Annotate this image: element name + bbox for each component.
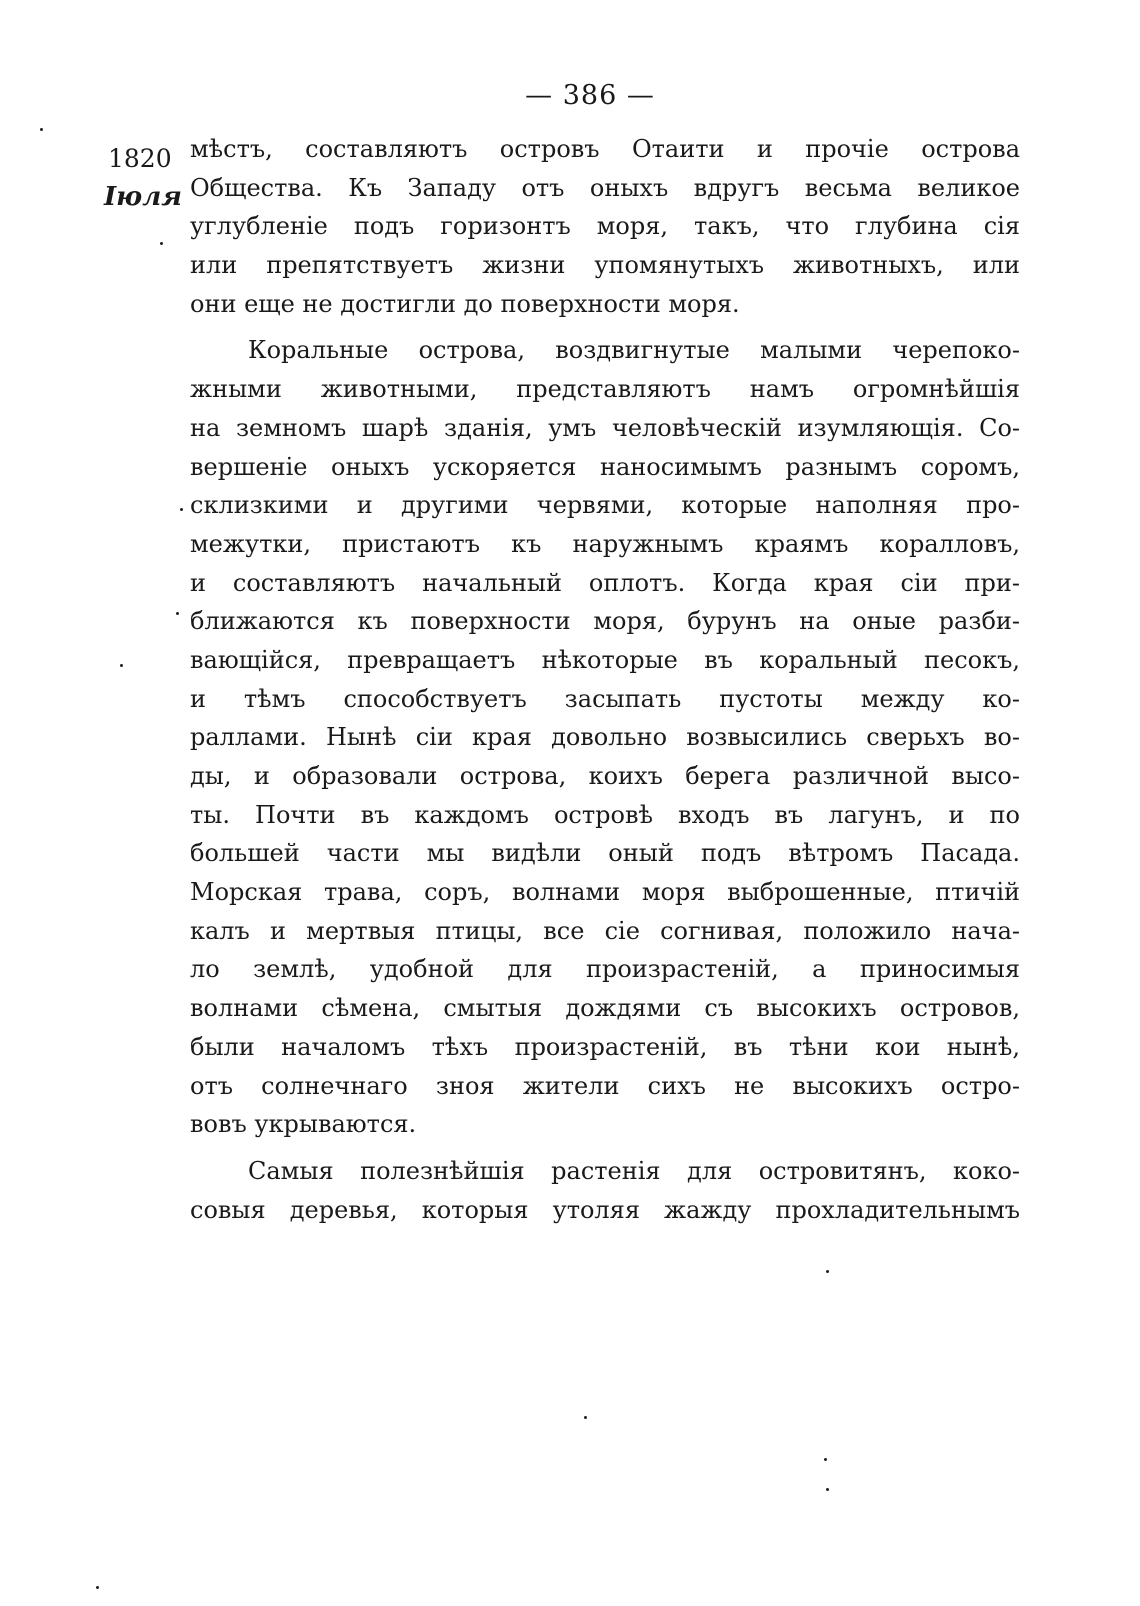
text-line: вершеніе оныхъ ускоряется наносимымъ разнымъ соромъ, xyxy=(190,452,1020,481)
text-line: совыя деревья, которыя утоляя жажду прохладительнымъ xyxy=(190,1195,1020,1224)
text-line: Коральные острова, воздвигнутые малыми черепоко- xyxy=(248,336,1020,365)
text-line: межутки, пристаютъ къ наружнымъ краямъ коралловъ, xyxy=(190,529,1020,558)
text-line: ды, и образовали острова, коихъ берега различной высо- xyxy=(190,762,1020,790)
text-line: мѣстъ, составляютъ островъ Отаити и прочіе острова xyxy=(190,135,1020,163)
margin-note-month: Іюля xyxy=(104,182,182,212)
scan-speck xyxy=(120,664,123,667)
text-line: отъ солнечнаго зноя жители сихъ не высокихъ остро- xyxy=(190,1071,1020,1100)
scan-speck xyxy=(826,1270,829,1273)
scan-speck xyxy=(826,1488,829,1491)
scan-speck xyxy=(824,1458,827,1461)
text-line: ближаются къ поверхности моря, бурунъ на оные разби- xyxy=(190,607,1020,636)
text-line: Морская трава, соръ, волнами моря выброшенные, птичій xyxy=(190,878,1020,907)
text-line: вовъ укрываются. xyxy=(190,1110,417,1139)
text-line: на земномъ шарѣ зданія, умъ человѣческій изумляющія. Со- xyxy=(190,413,1020,442)
scan-speck xyxy=(160,242,163,245)
text-line: или препятствуетъ жизни упомянутыхъ животныхъ, или xyxy=(190,251,1020,280)
scan-speck xyxy=(40,128,43,131)
text-line: калъ и мертвыя птицы, все сіе согнивая, положило нача- xyxy=(190,916,1020,945)
paragraph-2 xyxy=(190,331,1020,1143)
text-line: и составляютъ начальный оплотъ. Когда края сіи при- xyxy=(190,568,1020,597)
text-line: ты. Почти въ каждомъ островѣ входъ въ лагунъ, и по xyxy=(190,800,1020,829)
text-line: большей части мы видѣли оный подъ вѣтромъ Пасада. xyxy=(190,839,1020,868)
text-line: и тѣмъ способствуетъ засыпать пустоты между ко- xyxy=(190,684,1020,713)
text-line: ло землѣ, удобной для произрастеній, а приносимыя xyxy=(190,955,1020,984)
text-line: были началомъ тѣхъ произрастеній, въ тѣни кои нынѣ, xyxy=(190,1032,1020,1061)
text-line: жными животными, представляютъ намъ огромнѣйшія xyxy=(190,375,1020,404)
margin-note-year: 1820 xyxy=(108,144,172,173)
text-line: углубленіе подъ горизонтъ моря, такъ, что глубина сія xyxy=(190,212,1020,241)
paragraph-3 xyxy=(190,1152,1020,1229)
text-line: волнами сѣмена, смытыя дождями съ высокихъ островов, xyxy=(190,994,1020,1023)
text-line: раллами. Нынѣ сіи края довольно возвысились сверьхъ во- xyxy=(190,723,1020,752)
scan-speck xyxy=(584,1416,587,1419)
text-line: они еще не достигли до поверхности моря. xyxy=(190,289,740,318)
page-number: — 386 — xyxy=(525,80,655,111)
scan-speck xyxy=(96,1586,99,1589)
text-line: Общества. Къ Западу отъ оныхъ вдругъ весьма великое xyxy=(190,173,1020,202)
text-line: вающійся, превращаетъ нѣкоторые въ коральный песокъ, xyxy=(190,645,1020,674)
text-line: склизкими и другими червями, которые наполняя про- xyxy=(190,491,1020,520)
paragraph-1 xyxy=(190,130,1020,323)
scan-speck xyxy=(176,612,179,615)
body-text xyxy=(190,130,1020,1229)
scan-speck xyxy=(180,508,183,511)
text-line: Самыя полезнѣйшія растенія для островитянъ, коко- xyxy=(248,1156,1020,1185)
